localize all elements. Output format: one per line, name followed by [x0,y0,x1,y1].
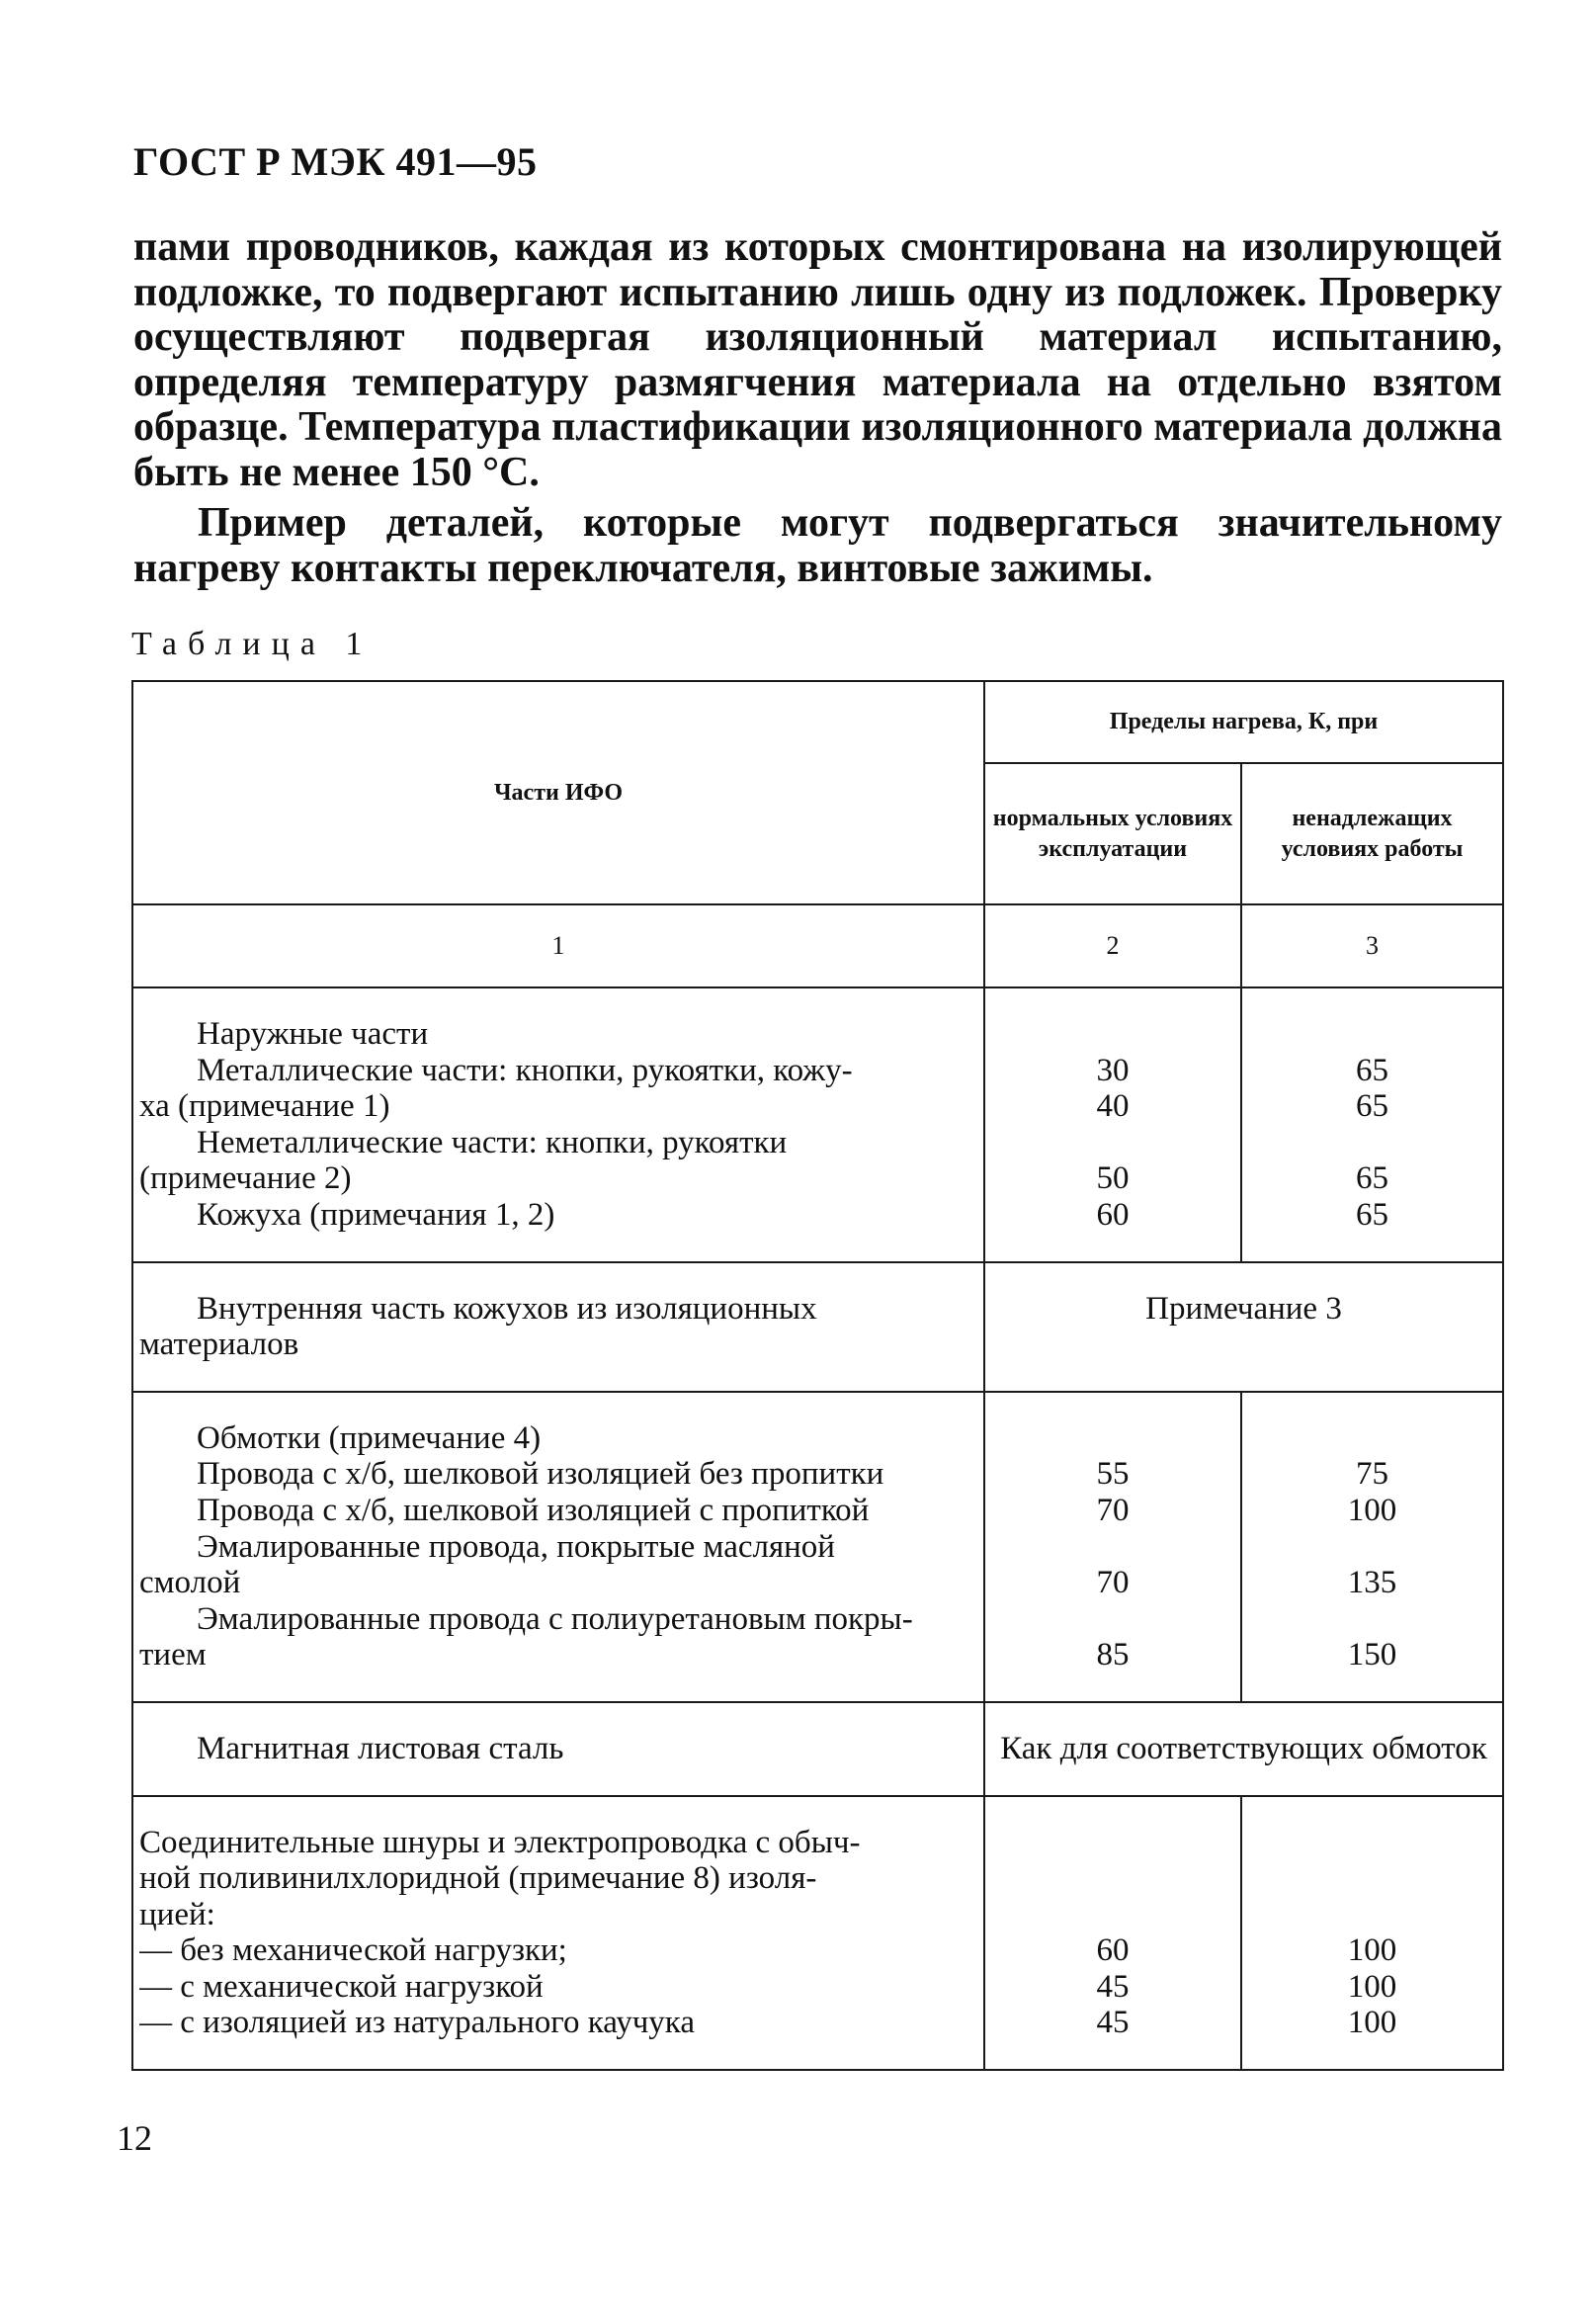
column-header-limits: Пределы нагрева, К, при [984,681,1503,763]
paragraph: Пример деталей, которые могут подвергаться значительному нагреву контакты переключателя, винтовые зажимы. [133,500,1502,591]
column-number: 2 [984,904,1241,987]
description-line: — с механической нагрузкой [139,1968,544,2005]
value-cell: 100 [1347,2005,1397,2041]
table-row [132,1702,1503,1796]
table-row [132,1262,1503,1392]
table-row [132,1392,1503,1702]
column-header-parts: Части ИФО [132,681,984,904]
value-cell [1242,1125,1502,1161]
column-number: 1 [132,904,984,987]
value-cell [985,1125,1240,1161]
value-cell [985,1529,1240,1566]
document-header: ГОСТ Р МЭК 491—95 [133,139,538,184]
value-cell: 150 [1347,1637,1397,1673]
value-cell [1242,1860,1502,1897]
description-line: Металлические части: кнопки, рукоятки, кожу- [197,1052,853,1088]
description-line: ной поливинилхлоридной (примечание 8) изоля- [139,1860,817,1897]
column-header-normal: нормальных условиях эксплуатации [984,763,1241,904]
description-line: Провода с х/б, шелковой изоляцией без пропитки [197,1456,884,1493]
table-row [132,987,1503,1262]
value-cell: 70 [1096,1565,1130,1601]
value-cell [1242,1897,1502,1933]
value-cell: 100 [1347,1968,1397,2005]
value-cell: 65 [1356,1088,1388,1125]
value-cell: 70 [1096,1492,1130,1528]
value-cell [985,1825,1240,1861]
body-text [133,225,1502,591]
column-header-abnormal: ненадлежащих условиях работы [1241,763,1503,904]
value-cell [1242,1825,1502,1861]
description-line: Магнитная листовая сталь [197,1730,564,1766]
value-cell: 55 [1096,1456,1130,1493]
value-normal [984,1392,1241,1702]
description-line: материалов [139,1327,299,1363]
row-description [132,1392,984,1702]
description-line: Кожуха (примечания 1, 2) [197,1196,555,1233]
row-description [132,987,984,1262]
description-line: Внутренняя часть кожухов из изоляционных [197,1290,817,1327]
table-caption: Таблица 1 [131,626,374,662]
row-description [132,1262,984,1392]
value-abnormal [1241,1392,1503,1702]
value-cell: 100 [1347,1492,1397,1528]
description-line: Соединительные шнуры и электропроводка с обыч- [139,1824,861,1860]
description-line: — без механической нагрузки; [139,1932,567,1969]
description-line: тием [139,1637,207,1673]
description-line: — с изоляцией из натурального каучука [139,2005,695,2041]
description-line: ха (примечание 1) [139,1088,390,1125]
value-cell [985,1860,1240,1897]
value-cell: 65 [1356,1160,1388,1197]
description-line: Эмалированные провода с полиуретановым покры- [197,1600,913,1637]
description-line: Провода с х/б, шелковой изоляцией с пропиткой [197,1492,870,1528]
table-row [132,1796,1503,2071]
description-line: смолой [139,1565,241,1601]
row-description [132,1702,984,1796]
value-normal [984,1796,1241,2071]
description-line: Неметаллические части: кнопки, рукоятки [197,1124,788,1160]
heating-limits-table [131,680,1502,2071]
value-cell: 65 [1356,1196,1388,1233]
paragraph: пами проводников, каждая из которых смонтирована на изолирующей подложке, то подвергают испытанию лишь одну из подложек. Проверку осуществляют подвергая изоляционный материал испытанию, определяя температуру размягчения материала на отдельно взятом образце. Температура пластификации изоляционного материала должна быть не менее 150 °С. [133,224,1502,495]
value-cell: 50 [1096,1160,1130,1197]
value-cell: 85 [1096,1637,1130,1673]
description-line: цией: [139,1896,215,1932]
description-line: Обмотки (примечание 4) [197,1419,542,1456]
value-cell: 75 [1356,1456,1388,1493]
value-cell [1242,1601,1502,1638]
value-cell: 30 [1096,1052,1130,1088]
value-cell: 60 [1096,1932,1130,1969]
value-cell: 135 [1347,1565,1397,1601]
description-line: Эмалированные провода, покрытые масляной [197,1528,835,1565]
value-cell: 60 [1096,1196,1130,1233]
page-number: 12 [117,2118,152,2158]
value-cell [985,1601,1240,1638]
row-description [132,1796,984,2071]
value-cell: 45 [1096,2005,1130,2041]
merged-value: Как для соответствующих обмоток [984,1702,1503,1796]
merged-value: Примечание 3 [984,1262,1503,1392]
value-cell: 100 [1347,1932,1397,1969]
value-cell [985,1420,1240,1457]
value-cell: 65 [1356,1052,1388,1088]
value-cell [1242,1529,1502,1566]
value-cell [1242,1016,1502,1053]
data-table [131,680,1504,2071]
value-cell [985,1897,1240,1933]
value-abnormal [1241,1796,1503,2071]
value-cell: 40 [1096,1088,1130,1125]
value-normal [984,987,1241,1262]
value-abnormal [1241,987,1503,1262]
value-cell: 45 [1096,1968,1130,2005]
value-cell [985,1016,1240,1053]
value-cell [1242,1420,1502,1457]
description-line: Наружные части [197,1016,429,1052]
column-number: 3 [1241,904,1503,987]
description-line: (примечание 2) [139,1160,352,1197]
